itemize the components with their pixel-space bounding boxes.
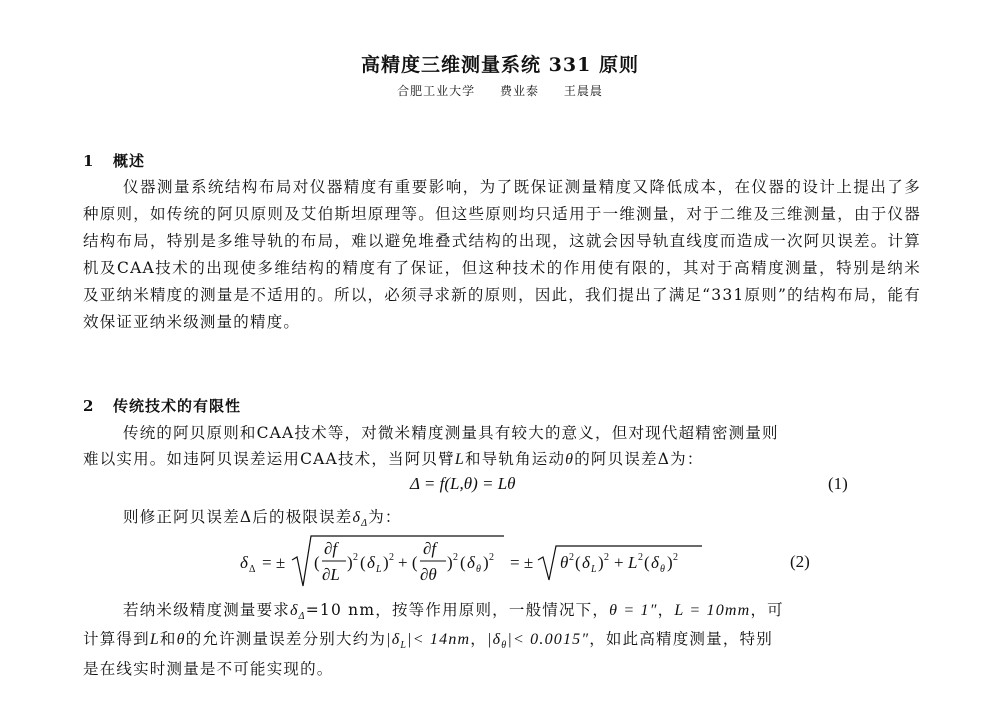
svg-text:δ: δ: [651, 553, 659, 572]
text-segment: 则修正阿贝误差Δ后的极限误差: [123, 508, 353, 526]
text-segment: 若纳米级精度测量要求: [123, 601, 291, 619]
svg-text:2: 2: [353, 552, 358, 563]
symbol-theta: θ: [176, 631, 186, 648]
text-segment: ，可: [750, 601, 784, 619]
svg-text:(: (: [460, 553, 466, 572]
svg-text:(: (: [360, 553, 366, 572]
author-2: 王晨晨: [563, 84, 603, 98]
text-segment: 为：: [368, 508, 402, 526]
svg-text:2: 2: [489, 552, 494, 563]
section-1-heading: [83, 150, 145, 171]
svg-text:δ: δ: [367, 553, 375, 572]
text-segment: ，如此高精度测量，特别: [589, 630, 773, 648]
svg-text:Δ: Δ: [249, 564, 256, 575]
abs-delta-theta: $|\delta_\theta|$: [486, 631, 513, 652]
symbol-L: L: [454, 451, 465, 468]
svg-text:): ): [598, 553, 604, 572]
requirement-line-1: 若纳米级精度测量要求$\delta_\Delta=10$ nm，按等作用原则，一般情况下，θ = 1″，L = 10mm，可: [123, 601, 784, 623]
svg-text:(: (: [575, 553, 581, 572]
section-2-line-2: [83, 447, 921, 469]
requirement-line-2: 计算得到L和θ的允许测量误差分别大约为$|\delta_L|< 14nm$，$|\delta_\theta|< 0.0015''$，如此高精度测量，特别: [83, 630, 773, 652]
limit-L: < 14nm: [412, 631, 471, 648]
section-2-line-1: 传统的阿贝原则和CAA技术等，对微米精度测量具有较大的意义，但对现代超精密测量则: [123, 424, 779, 442]
author-1: 费业泰: [499, 84, 539, 98]
text-segment: 的阿贝误差Δ为：: [574, 450, 704, 468]
limit-theta: < 0.0015″: [512, 631, 590, 648]
correction-line: [123, 505, 961, 529]
svg-text:2: 2: [569, 552, 574, 563]
equation-2: [236, 530, 716, 594]
svg-text:∂θ: ∂θ: [420, 565, 437, 584]
svg-text:2: 2: [638, 552, 643, 563]
svg-text:(: (: [314, 553, 320, 572]
svg-text:2: 2: [453, 552, 458, 563]
text-segment: 和导轨角运动: [464, 450, 566, 468]
equation-2-number: (2): [790, 552, 810, 571]
text-segment: ，按等作用原则，一般情况下，: [375, 601, 610, 619]
symbol-L: L: [149, 631, 160, 648]
L-value: L = 10mm: [674, 602, 751, 619]
svg-text:(: (: [644, 553, 650, 572]
svg-text:∂f: ∂f: [324, 539, 338, 558]
svg-text:): ): [483, 553, 489, 572]
text-segment: 计算得到: [83, 630, 150, 648]
svg-text:∂L: ∂L: [322, 565, 340, 584]
svg-text:L: L: [591, 564, 597, 575]
text-segment: 和: [159, 630, 177, 648]
svg-text:θ: θ: [476, 564, 481, 575]
section-2-title: 传统技术的有限性: [113, 397, 242, 415]
text-segment: 的允许测量误差分别大约为: [185, 630, 387, 648]
svg-text:= ±: = ±: [262, 553, 286, 572]
equation-1-expression: Δ = f(L,θ) = Lθ: [410, 474, 516, 493]
section-2-heading: [83, 395, 241, 416]
svg-text:= ±: = ±: [510, 553, 534, 572]
section-1-number: 1: [83, 152, 95, 170]
symbol-delta-limit: $\delta_\Delta$: [352, 509, 369, 530]
svg-text:+ (: + (: [398, 553, 418, 572]
svg-text:+: +: [614, 553, 624, 572]
equation-1-number: (1): [828, 474, 848, 493]
section-2-number: 2: [83, 397, 95, 415]
paper-title: 高精度三维测量系统 331 原则: [361, 54, 639, 76]
section-1-paragraph: 仪器测量系统结构布局对仪器精度有重要影响，为了既保证测量精度又降低成本，在仪器的设计上提出了多种原则，如传统的阿贝原则及艾伯斯坦原理等。但这些原则均只适用于一维测量，对于二维及三维测量，由于仪器结构布局，特别是多维导轨的布局，难以避免堆叠式结构的出现，这就会因导轨直线度而造成一次阿贝误差。计算机及CAA技术的出现使多维结构的精度有了保证，但这种技术的作用使有限的，其对于高精度测量，特别是纳米及亚纳米精度的测量是不适用的。所以，必须寻求新的原则，因此，我们提出了满足“331原则”的结构布局，能有效保证亚纳米级测量的精度。: [83, 178, 921, 331]
required-accuracy: =10 nm: [305, 601, 376, 619]
text-segment: 难以实用。如违阿贝误差运用CAA技术，当阿贝臂: [83, 450, 455, 468]
svg-text:∂f: ∂f: [423, 539, 437, 558]
requirement-line-3: 是在线实时测量是不可能实现的。: [83, 660, 334, 678]
svg-text:2: 2: [389, 552, 394, 563]
svg-text:L: L: [628, 553, 638, 572]
svg-text:): ): [667, 553, 673, 572]
symbol-theta: θ: [565, 451, 575, 468]
svg-text:δ: δ: [467, 553, 475, 572]
author-line: [0, 82, 1000, 99]
theta-value: θ = 1″: [609, 602, 658, 619]
affiliation: 合肥工业大学: [397, 84, 476, 98]
svg-text:θ: θ: [660, 564, 665, 575]
symbol-delta-limit: $\delta_\Delta$: [290, 602, 306, 623]
svg-text:θ: θ: [560, 553, 569, 572]
svg-text:δ: δ: [240, 553, 248, 572]
svg-text:δ: δ: [582, 553, 590, 572]
svg-text:2: 2: [604, 552, 609, 563]
svg-text:2: 2: [673, 552, 678, 563]
svg-text:L: L: [376, 564, 382, 575]
svg-text:): ): [347, 553, 353, 572]
abs-delta-L: $|\delta_L|$: [386, 631, 413, 652]
section-1-title: 概述: [113, 152, 146, 170]
svg-text:): ): [383, 553, 389, 572]
svg-text:): ): [447, 553, 453, 572]
